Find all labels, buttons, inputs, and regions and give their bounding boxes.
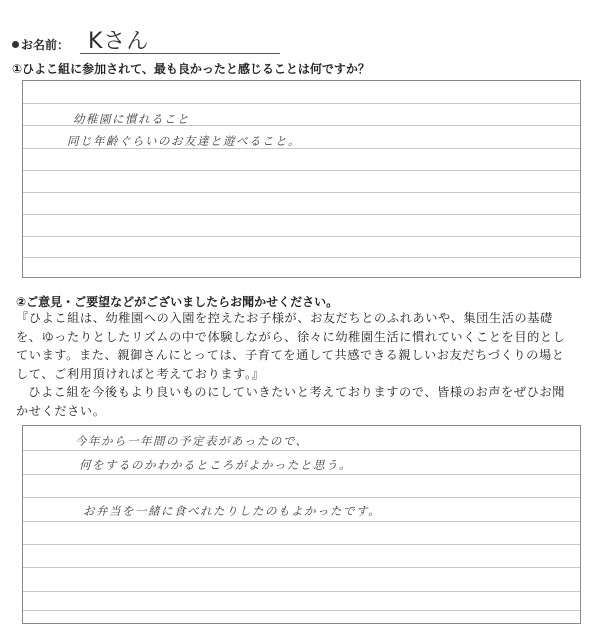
question-1: ①ひよこ組に参加されて、最も良かったと感じることは何ですか？ (12, 62, 370, 76)
answer-box-1 (22, 80, 581, 278)
q1-answer-line-2: 同じ年齢ぐらいのお友達と遊べること。 (67, 134, 301, 148)
q1-answer-line-1: 幼稚園に慣れること (73, 112, 190, 126)
ruled-line (23, 474, 580, 475)
q2-answer-line-2: 何をするのかわかるところがよかったと思う。 (79, 458, 352, 472)
ruled-line (23, 236, 580, 237)
ruled-line (23, 497, 580, 498)
name-label (12, 36, 69, 53)
ruled-line (23, 192, 580, 193)
q2-answer-line-3: お弁当を一緒に食べれたりしたのもよかったです。 (83, 504, 382, 518)
q2-answer-line-1: 今年から一年間の予定表があったので、 (75, 434, 309, 448)
name-value: Kさん (88, 29, 150, 54)
bullet-icon (12, 41, 19, 48)
q2-intro-paragraph-2: ひよこ組を今後もより良いものにしていきたいと考えておりますので、皆様のお声をぜひお聞かせください。 (16, 385, 566, 418)
question-2: ②ご意見・ご要望などがございましたらお聞かせください。 (16, 295, 339, 309)
ruled-line (23, 257, 580, 258)
ruled-line (23, 170, 580, 171)
ruled-line (23, 591, 580, 592)
q2-intro-paragraph-1: 『ひよこ組は、幼稚園への入園を控えたお子様が、お友だちとのふれあいや、集団生活の基礎を、ゆったりとしたリズムの中で体験しながら、徐々に幼稚園生活に慣れていくことを目的としています。また、親御さんにとっては、子育てを通して共感できる親しいお友だちづくりの場として、ご利用頂ければと考えております。』 (16, 311, 566, 381)
ruled-line (23, 544, 580, 545)
ruled-line (23, 610, 580, 611)
ruled-line (23, 103, 580, 104)
q2-intro (16, 309, 574, 420)
ruled-line (23, 567, 580, 568)
name-underline (80, 53, 280, 54)
ruled-line (23, 521, 580, 522)
name-label-text: お名前： (21, 38, 70, 52)
answer-box-2 (22, 425, 581, 624)
ruled-line (23, 450, 580, 451)
ruled-line (23, 214, 580, 215)
